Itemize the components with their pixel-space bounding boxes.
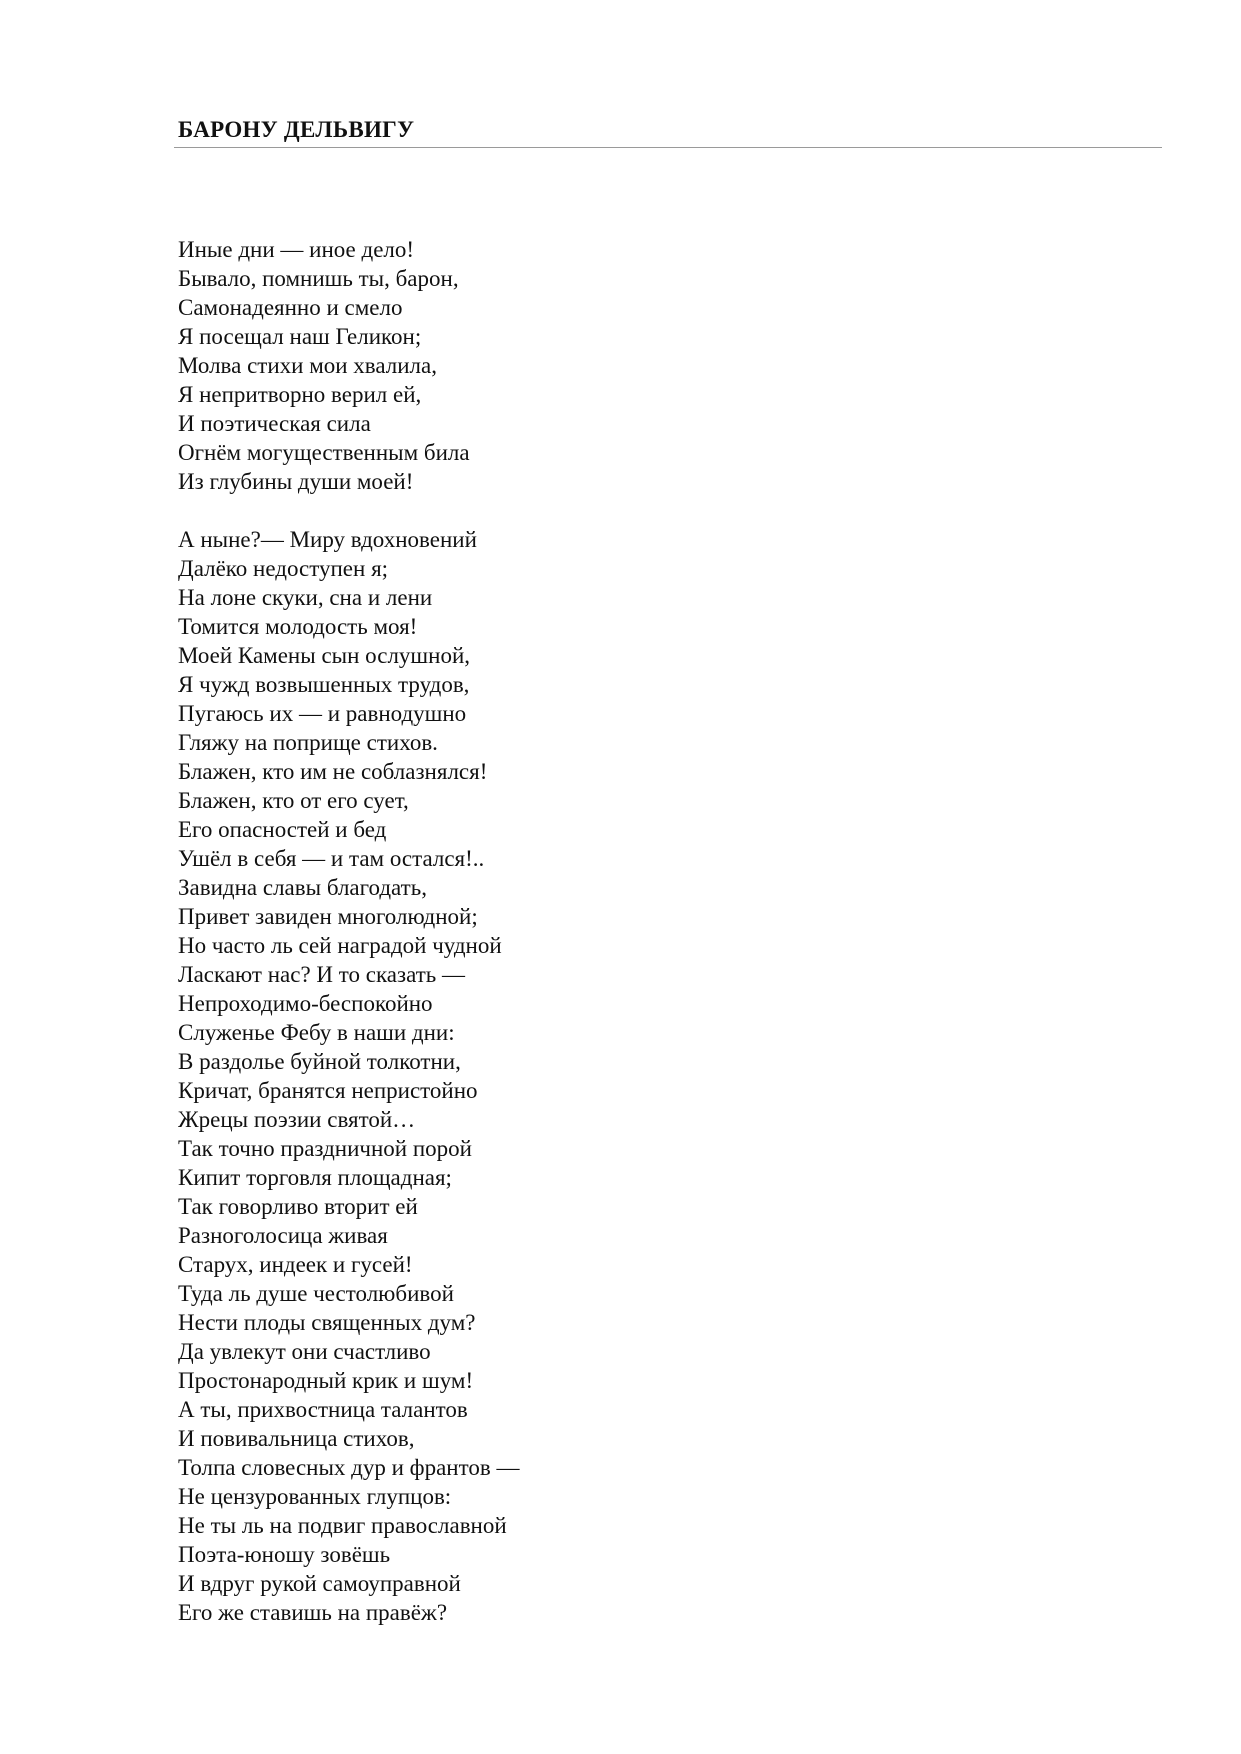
poem-line: Старух, индеек и гусей! [178,1252,413,1277]
poem-body [178,235,1078,1627]
stanza [178,525,1078,1627]
poem-line: А ныне?— Миру вдохновений [178,527,477,552]
poem-line: Бывало, помнишь ты, барон, [178,266,459,291]
poem-line: Привет завиден многолюдной; [178,904,478,929]
poem-line: Кипит торговля площадная; [178,1165,452,1190]
poem-line: Блажен, кто от его сует, [178,788,409,813]
poem-line: Так говорливо вторит ей [178,1194,418,1219]
poem-line: Но часто ль сей наградой чудной [178,933,502,958]
poem-title: БАРОНУ ДЕЛЬВИГУ [178,117,415,142]
poem-line: Служенье Фебу в наши дни: [178,1020,455,1045]
poem-line: И поэтическая сила [178,411,371,436]
poem-line: Кричат, бранятся непристойно [178,1078,478,1103]
poem-line: И повивальница стихов, [178,1426,415,1451]
poem-line: Простонародный крик и шум! [178,1368,474,1393]
poem-line: Ушёл в себя — и там остался!.. [178,846,485,871]
poem-line: Его же ставишь на правёж? [178,1600,448,1625]
poem-line: Непроходимо-беспокойно [178,991,433,1016]
poem-line: Далёко недоступен я; [178,556,389,581]
poem-line: В раздолье буйной толкотни, [178,1049,461,1074]
poem-line: Жрецы поэзии святой… [178,1107,416,1132]
poem-line: Из глубины души моей! [178,469,414,494]
poem-line: На лоне скуки, сна и лени [178,585,433,610]
poem-line: Блажен, кто им не соблазнялся! [178,759,488,784]
poem-line: Огнём могущественным била [178,440,470,465]
poem-line: Туда ль душе честолюбивой [178,1281,454,1306]
poem-line: Самонадеянно и смело [178,295,403,320]
poem-line: Да увлекут они счастливо [178,1339,431,1364]
poem-line: А ты, прихвостница талантов [178,1397,468,1422]
poem-line: И вдруг рукой самоуправной [178,1571,461,1596]
poem-line: Нести плоды священных дум? [178,1310,476,1335]
title-underline [174,147,1162,148]
poem-line: Я чужд возвышенных трудов, [178,672,470,697]
poem-line: Завидна славы благодать, [178,875,427,900]
poem-line: Иные дни — иное дело! [178,237,415,262]
poem-line: Толпа словесных дур и франтов — [178,1455,520,1480]
poem-line: Не цензурованных глупцов: [178,1484,452,1509]
poem-line: Его опасностей и бед [178,817,387,842]
poem-line: Не ты ль на подвиг православной [178,1513,507,1538]
poem-line: Поэта-юношу зовёшь [178,1542,391,1567]
poem-line: Я посещал наш Геликон; [178,324,422,349]
poem-line: Пугаюсь их — и равнодушно [178,701,467,726]
poem-line: Разноголосица живая [178,1223,388,1248]
poem-line: Томится молодость моя! [178,614,418,639]
poem-line: Ласкают нас? И то сказать — [178,962,466,987]
poem-line: Моей Камены сын ослушной, [178,643,471,668]
poem-line: Молва стихи мои хвалила, [178,353,437,378]
poem-line: Гляжу на поприще стихов. [178,730,438,755]
poem-line: Так точно праздничной порой [178,1136,472,1161]
stanza [178,235,1078,496]
poem-line: Я непритворно верил ей, [178,382,422,407]
